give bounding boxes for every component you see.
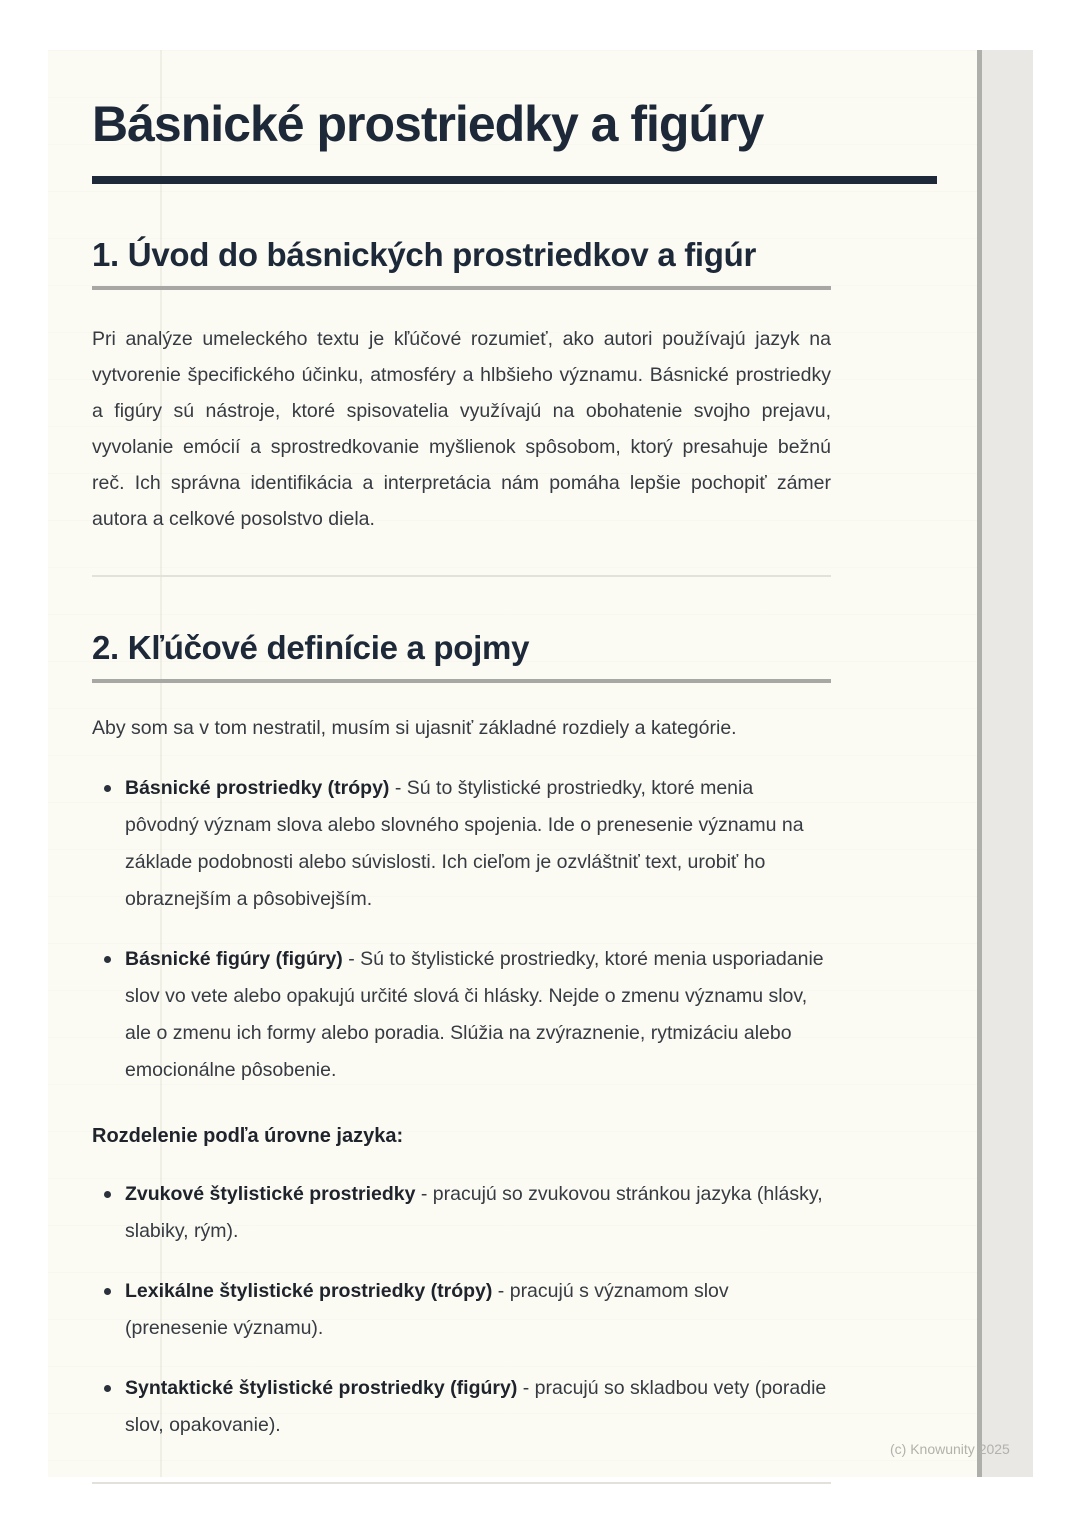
section-2-heading: 2. Kľúčové definície a pojmy — [92, 629, 530, 666]
page-edge-strip — [982, 50, 1033, 1477]
level-text: - pracujú so skladbou vety (poradie slov, opakovanie). — [125, 1377, 827, 1436]
section-1-paragraph: Pri analýze umeleckého textu je kľúčové rozumieť, ako autori používajú jazyk na vytvorenie špecifického účinku, atmosféry a hlbšieho významu. Básnické prostriedky a figúry sú nástroje, ktoré spisovatelia využívajú na obohatenie svojho prejavu, vyvolanie emócií a sprostredkovanie myšlienok spôsobom, ktorý presahuje bežnú reč. Ich správna identifikácia a interpretácia nám pomáha lepšie pochopiť zámer autora a celkové posolstvo diela. — [92, 328, 831, 530]
level-text: - pracujú so zvukovou stránkou jazyka (hlásky, slabiky, rým). — [125, 1183, 823, 1242]
section-1-heading: 1. Úvod do básnických prostriedkov a figúr — [92, 236, 757, 273]
level-term: Syntaktické štylistické prostriedky (figúry) — [125, 1377, 518, 1399]
page-content — [48, 50, 977, 1484]
page-title: Básnické prostriedky a figúry — [92, 96, 764, 152]
list-item — [92, 770, 831, 918]
section-divider — [92, 575, 831, 577]
bullet-icon — [104, 785, 111, 792]
copyright-watermark: (c) Knowunity 2025 — [890, 1441, 1010, 1457]
section-2-intro: Aby som sa v tom nestratil, musím si ujasniť základné rozdiely a kategórie. — [92, 717, 737, 739]
bullet-icon — [104, 956, 111, 963]
definitions-list — [92, 770, 831, 1089]
bullet-icon — [104, 1288, 111, 1295]
list-item — [92, 941, 831, 1089]
bullet-icon — [104, 1191, 111, 1198]
bottom-divider — [92, 1482, 831, 1484]
definition-text: - Sú to štylistické prostriedky, ktoré menia pôvodný význam slova alebo slovného spojenia. Ide o prenesenie významu na základe podobnosti alebo súvislosti. Ich cieľom je ozvláštniť text, urobiť ho obraznejším a pôsobivejším. — [125, 777, 804, 910]
level-term: Zvukové štylistické prostriedky — [125, 1183, 416, 1205]
definition-term: Básnické prostriedky (trópy) — [125, 777, 390, 799]
level-text: - pracujú s významom slov (prenesenie významu). — [125, 1280, 729, 1339]
list-item — [92, 1370, 831, 1444]
definition-term: Básnické figúry (figúry) — [125, 948, 343, 970]
list-item — [92, 1176, 831, 1250]
definition-text: - Sú to štylistické prostriedky, ktoré menia usporiadanie slov vo vete alebo opakujú určité slová či hlásky. Nejde o zmenu významu slov, ale o zmenu ich formy alebo poradia. Slúžia na zvýraznenie, rytmizáciu alebo emocionálne pôsobenie. — [125, 948, 824, 1081]
title-underline-rule — [92, 176, 937, 184]
language-levels-list — [92, 1176, 831, 1444]
section-2-heading-rule — [92, 679, 831, 683]
level-term: Lexikálne štylistické prostriedky (trópy) — [125, 1280, 493, 1302]
language-levels-subheading: Rozdelenie podľa úrovne jazyka: — [92, 1125, 404, 1147]
document-page — [48, 50, 977, 1477]
list-item — [92, 1273, 831, 1347]
bullet-icon — [104, 1385, 111, 1392]
section-1-heading-rule — [92, 286, 831, 290]
